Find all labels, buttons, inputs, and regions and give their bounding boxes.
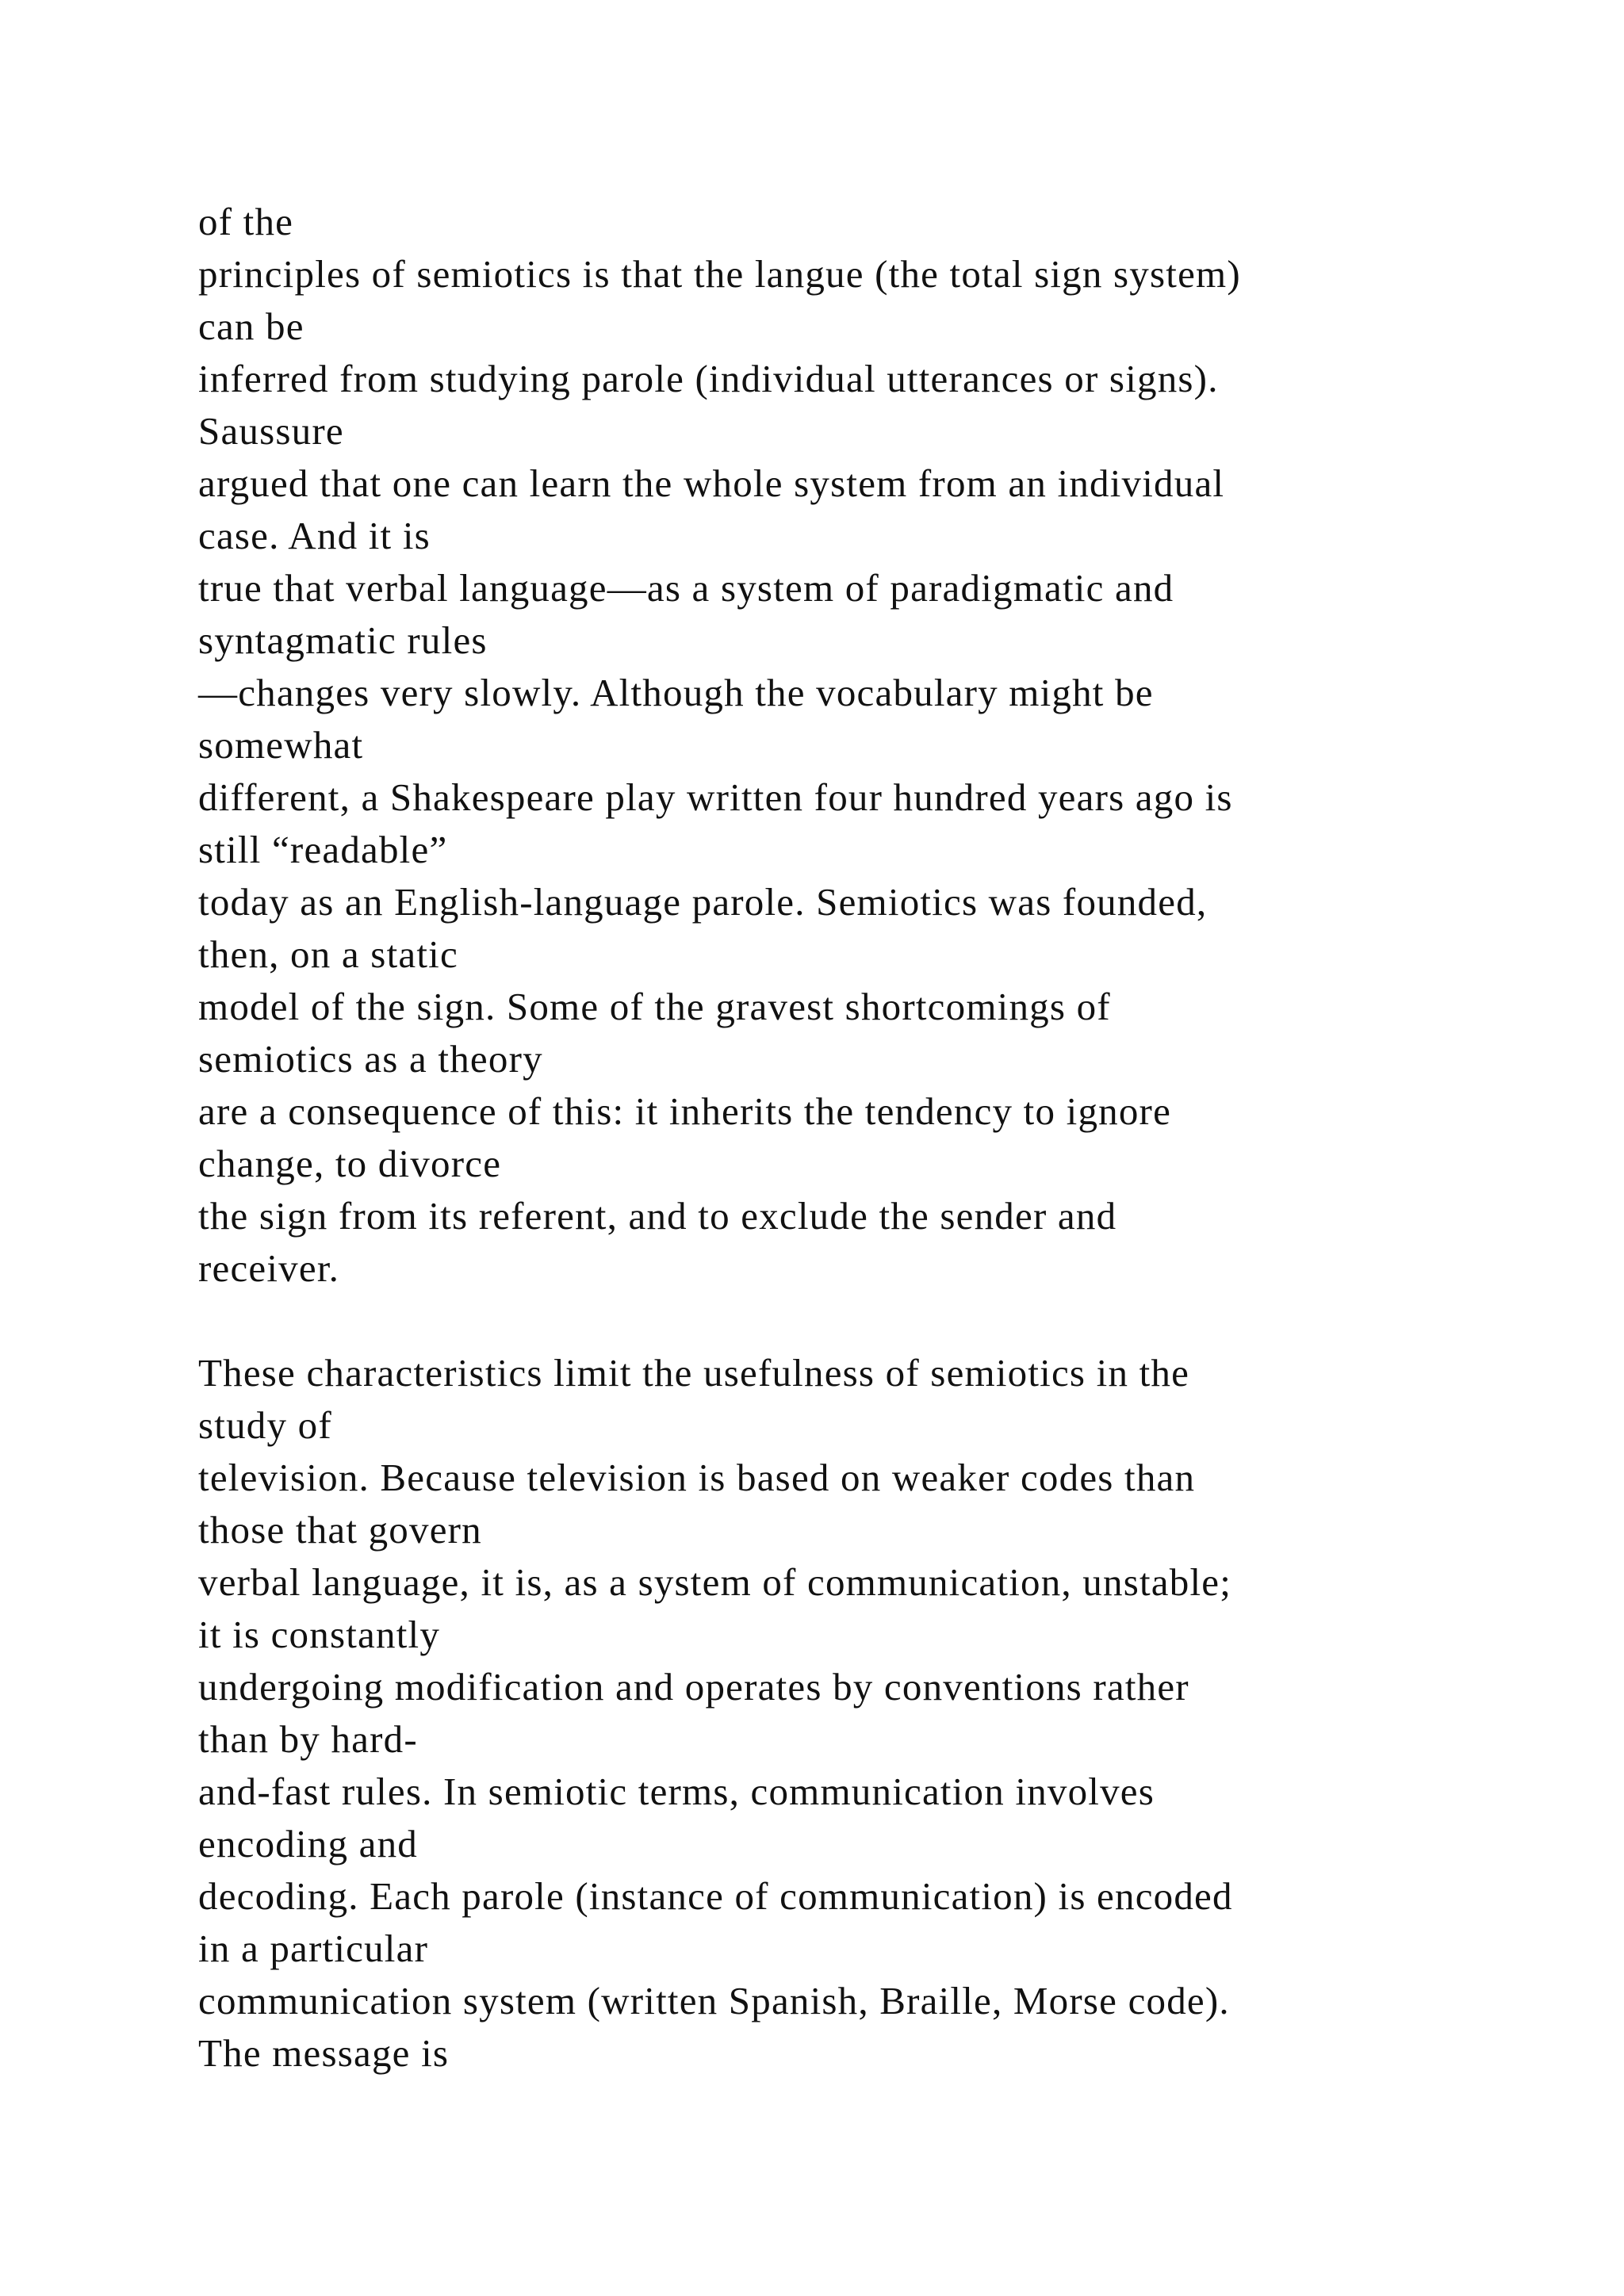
document-body bbox=[198, 196, 1546, 2080]
text-line: it is constantly bbox=[198, 1613, 441, 1656]
text-line: syntagmatic rules bbox=[198, 618, 488, 662]
text-line: decoding. Each parole (instance of communication) is encoded bbox=[198, 1874, 1233, 1918]
text-line: today as an English-language parole. Semiotics was founded, bbox=[198, 880, 1208, 924]
text-line: true that verbal language—as a system of paradigmatic and bbox=[198, 566, 1174, 610]
text-line: —changes very slowly. Although the vocabulary might be bbox=[198, 671, 1154, 714]
text-line: undergoing modification and operates by conventions rather bbox=[198, 1665, 1189, 1709]
text-line: study of bbox=[198, 1403, 332, 1447]
text-line: change, to divorce bbox=[198, 1142, 502, 1185]
text-line: argued that one can learn the whole system from an individual bbox=[198, 461, 1225, 505]
text-line: inferred from studying parole (individual utterances or signs). bbox=[198, 357, 1219, 400]
text-line: communication system (written Spanish, Braille, Morse code). bbox=[198, 1979, 1230, 2022]
text-line: those that govern bbox=[198, 1508, 482, 1552]
text-line: of the bbox=[198, 200, 294, 243]
paragraph-2 bbox=[198, 1347, 1546, 2080]
text-line: then, on a static bbox=[198, 932, 458, 976]
text-line: Saussure bbox=[198, 409, 344, 453]
text-line: semiotics as a theory bbox=[198, 1037, 543, 1081]
text-line: case. And it is bbox=[198, 514, 431, 557]
text-line: different, a Shakespeare play written four hundred years ago is bbox=[198, 775, 1233, 819]
text-line: receiver. bbox=[198, 1246, 340, 1290]
text-line: model of the sign. Some of the gravest shortcomings of bbox=[198, 985, 1111, 1028]
text-line: in a particular bbox=[198, 1927, 429, 1970]
text-line: and-fast rules. In semiotic terms, communication involves bbox=[198, 1770, 1155, 1813]
paragraph-1 bbox=[198, 196, 1546, 1295]
text-line: These characteristics limit the usefulness of semiotics in the bbox=[198, 1351, 1190, 1395]
text-line: encoding and bbox=[198, 1822, 419, 1866]
text-line: television. Because television is based on weaker codes than bbox=[198, 1456, 1196, 1499]
text-line: can be bbox=[198, 304, 304, 348]
text-line: are a consequence of this: it inherits the tendency to ignore bbox=[198, 1089, 1172, 1133]
text-line: still “readable” bbox=[198, 828, 448, 871]
text-line: The message is bbox=[198, 2031, 450, 2075]
text-line: the sign from its referent, and to exclude the sender and bbox=[198, 1194, 1117, 1238]
text-line: verbal language, it is, as a system of communication, unstable; bbox=[198, 1560, 1232, 1604]
paragraph-gap bbox=[198, 1295, 1546, 1347]
text-line: somewhat bbox=[198, 723, 364, 767]
text-line: principles of semiotics is that the langue (the total sign system) bbox=[198, 252, 1241, 296]
text-line: than by hard- bbox=[198, 1717, 418, 1761]
